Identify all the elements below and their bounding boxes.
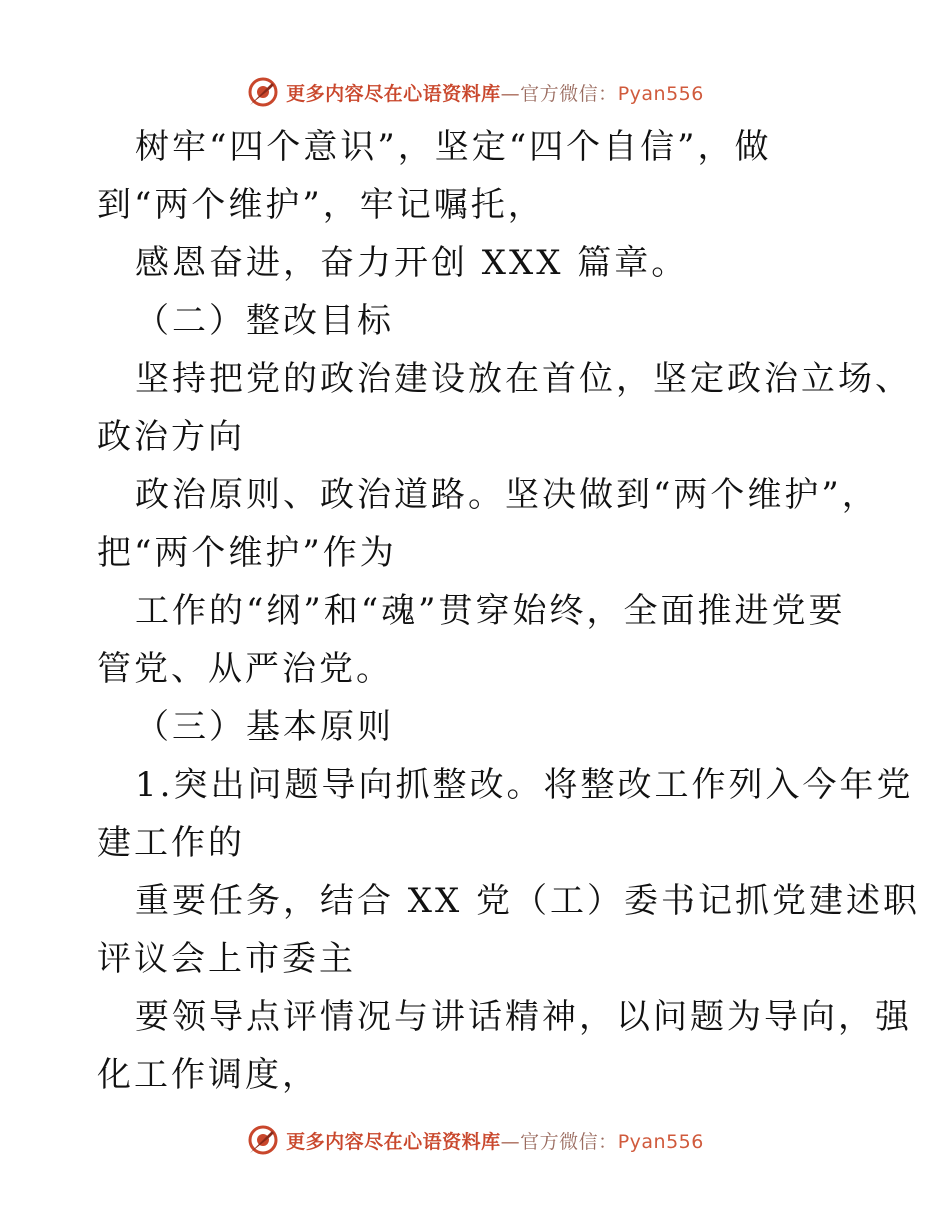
body-line: 评议会上市委主: [97, 939, 356, 979]
body-line: 政治方向: [97, 417, 245, 457]
body-line: 把“两个维护”作为: [97, 533, 397, 573]
body-line: 化工作调度，: [97, 1055, 319, 1095]
footer-wechat-label: 官方微信：: [520, 1130, 618, 1153]
header-brand: 更多内容尽在心语资料库: [286, 82, 501, 105]
header-wechat-label: 官方微信：: [520, 82, 618, 105]
body-line: 管党、从严治党。: [97, 649, 393, 689]
footer-banner-text: [286, 1127, 704, 1154]
footer-wechat-id: Pyan556: [617, 1130, 704, 1153]
pen-logo-icon: [246, 1123, 280, 1157]
body-line: 工作的“纲”和“魂”贯穿始终，全面推进党要: [135, 591, 846, 631]
body-line: 树牢“四个意识”，坚定“四个自信”，做: [135, 127, 772, 167]
body-line: 到“两个维护”，牢记嘱托，: [97, 185, 545, 225]
body-line: 坚持把党的政治建设放在首位，坚定政治立场、: [135, 359, 912, 399]
document-body: [97, 118, 921, 1104]
header-wechat-id: Pyan556: [617, 82, 704, 105]
header-watermark: [0, 72, 950, 112]
header-separator: —: [500, 82, 521, 105]
body-line: 政治原则、政治道路。坚决做到“两个维护”，: [135, 475, 879, 515]
section-heading: （三）基本原则: [135, 707, 394, 747]
body-line: 1.突出问题导向抓整改。将整改工作列入今年党: [135, 765, 914, 805]
header-banner-text: [286, 79, 704, 106]
body-line: 感恩奋进，奋力开创 XXX 篇章。: [135, 243, 689, 283]
section-heading: （二）整改目标: [135, 301, 394, 341]
body-line: 要领导点评情况与讲话精神，以问题为导向，强: [135, 997, 912, 1037]
footer-brand: 更多内容尽在心语资料库: [286, 1130, 501, 1153]
footer-watermark: [0, 1120, 950, 1160]
pen-logo-icon: [246, 75, 280, 109]
body-line: 重要任务，结合 XX 党（工）委书记抓党建述职: [135, 881, 921, 921]
footer-separator: —: [500, 1130, 521, 1153]
body-line: 建工作的: [97, 823, 245, 863]
